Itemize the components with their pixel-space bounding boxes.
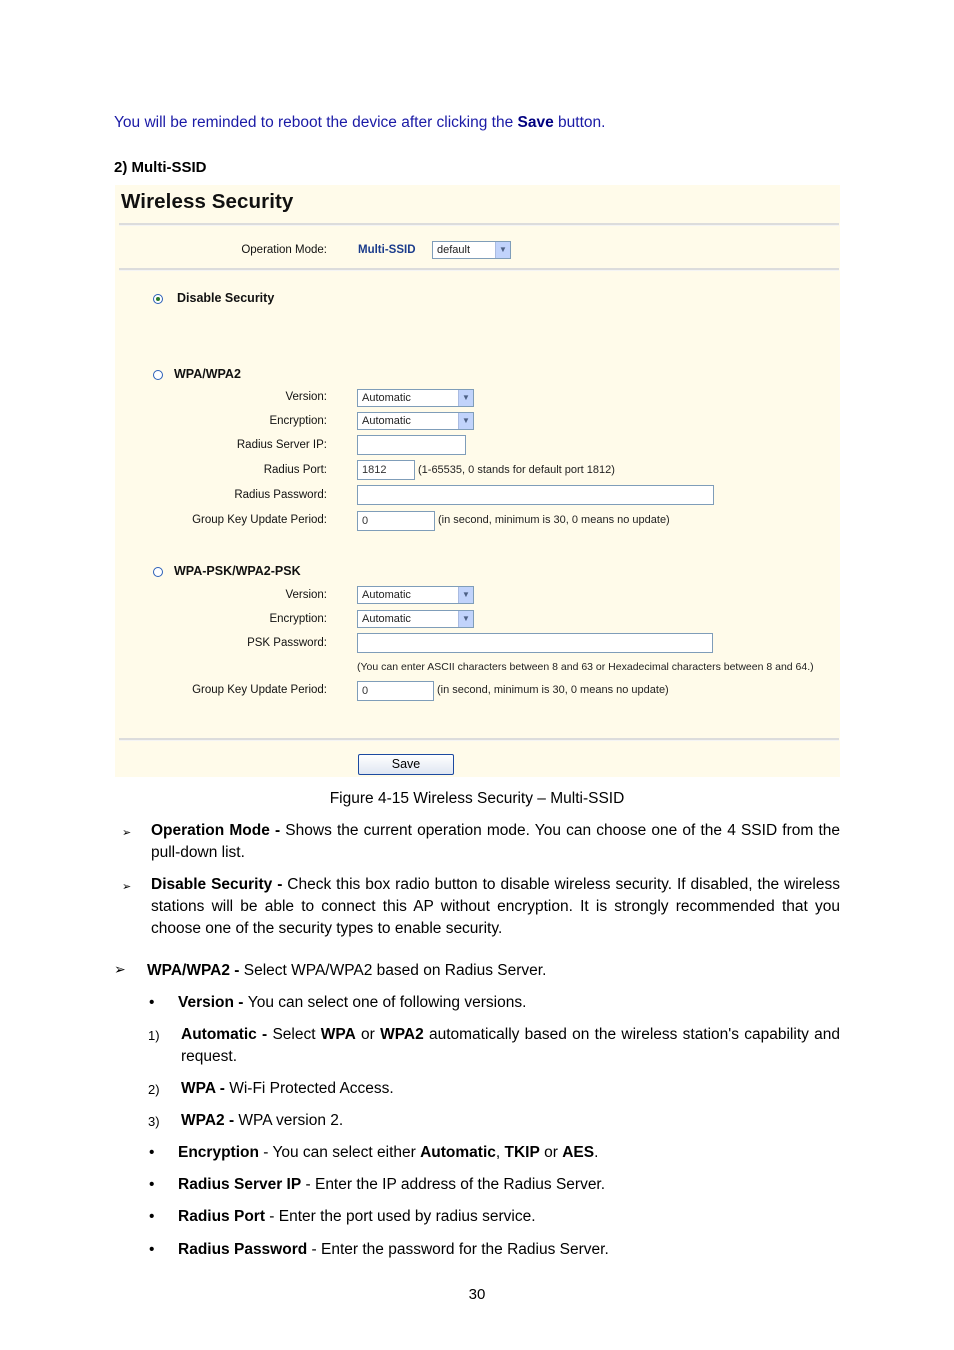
desc: Select bbox=[272, 1026, 321, 1043]
bullet-dot-icon: • bbox=[149, 994, 155, 1011]
wpa-gkup-label: Group Key Update Period: bbox=[192, 514, 327, 526]
bullet-dot-icon: • bbox=[149, 1208, 155, 1225]
radius-password-input[interactable] bbox=[357, 485, 714, 505]
radius-password-desc bbox=[178, 1239, 609, 1261]
list-number: 3) bbox=[148, 1114, 160, 1129]
disable-security-desc bbox=[151, 874, 840, 940]
ssid-select-value: default bbox=[437, 244, 471, 256]
wpa-radio[interactable] bbox=[153, 370, 163, 380]
wpa-label: WPA/WPA2 bbox=[174, 367, 241, 381]
psk-gkup-input[interactable]: 0 bbox=[357, 681, 434, 701]
term: WPA2 - bbox=[181, 1112, 239, 1129]
wpa-version-label: Version: bbox=[285, 391, 327, 403]
reminder-text-end: button. bbox=[553, 114, 606, 131]
psk-version-label: Version: bbox=[285, 589, 327, 601]
desc: automatically based on the wireless station's capability and request. bbox=[181, 1026, 840, 1065]
term: Automatic bbox=[420, 1144, 496, 1161]
term: TKIP bbox=[504, 1144, 540, 1161]
save-button[interactable]: Save bbox=[358, 754, 454, 775]
term: Version - bbox=[178, 994, 248, 1011]
reminder-save-word: Save bbox=[517, 114, 554, 131]
desc: Wi-Fi Protected Access. bbox=[229, 1080, 394, 1097]
wpa2-version-desc bbox=[181, 1110, 343, 1132]
term: WPA bbox=[320, 1026, 356, 1043]
wpa-encryption-select[interactable] bbox=[357, 412, 474, 430]
desc: or bbox=[539, 1144, 563, 1161]
version-desc bbox=[178, 992, 526, 1014]
list-number: 1) bbox=[148, 1028, 160, 1043]
radius-ip-label: Radius Server IP: bbox=[236, 439, 327, 451]
desc: - You can select either bbox=[258, 1144, 421, 1161]
psk-label: WPA-PSK/WPA2-PSK bbox=[174, 564, 301, 578]
reboot-reminder bbox=[114, 114, 605, 132]
desc: You can select one of following versions. bbox=[247, 994, 527, 1011]
arrow-bullet-icon: ➢ bbox=[122, 881, 132, 893]
wpa-gkup-hint: (in second, minimum is 30, 0 means no update) bbox=[438, 514, 670, 526]
psk-password-hint: (You can enter ASCII characters between 8 and 63 or Hexadecimal characters between 8 and 64.) bbox=[357, 661, 814, 673]
psk-password-label: PSK Password: bbox=[247, 637, 327, 649]
term: Automatic - bbox=[181, 1026, 273, 1043]
term: WPA/WPA2 - bbox=[147, 962, 244, 979]
operation-mode-value: Multi-SSID bbox=[358, 244, 416, 256]
radius-ip-desc bbox=[178, 1174, 605, 1196]
psk-gkup-hint: (in second, minimum is 30, 0 means no update) bbox=[437, 684, 669, 696]
desc: or bbox=[355, 1026, 381, 1043]
term: Encryption bbox=[178, 1144, 259, 1161]
disable-security-radio[interactable] bbox=[153, 294, 163, 304]
psk-encryption-value: Automatic bbox=[362, 613, 411, 625]
section-heading: 2) Multi-SSID bbox=[114, 159, 207, 176]
chevron-down-icon: ▼ bbox=[458, 413, 473, 429]
encryption-desc bbox=[178, 1142, 598, 1164]
arrow-bullet-icon: ➢ bbox=[122, 827, 132, 839]
reminder-text: You will be reminded to reboot the device after clicking the bbox=[114, 114, 518, 131]
chevron-down-icon: ▼ bbox=[458, 390, 473, 406]
wpa-gkup-input[interactable]: 0 bbox=[357, 511, 435, 531]
bullet-dot-icon: • bbox=[149, 1176, 155, 1193]
list-number: 2) bbox=[148, 1082, 160, 1097]
desc: - Enter the port used by radius service. bbox=[264, 1208, 536, 1225]
desc: Select WPA/WPA2 based on Radius Server. bbox=[243, 962, 547, 979]
desc: . bbox=[594, 1144, 599, 1161]
figure-caption: Figure 4-15 Wireless Security – Multi-SSID bbox=[329, 790, 625, 807]
term: Radius Server IP bbox=[178, 1176, 302, 1193]
term: WPA2 bbox=[380, 1026, 424, 1043]
chevron-down-icon: ▼ bbox=[458, 611, 473, 627]
radius-port-hint: (1-65535, 0 stands for default port 1812) bbox=[418, 464, 615, 476]
psk-encryption-label: Encryption: bbox=[269, 613, 327, 625]
term: Radius Port bbox=[178, 1208, 265, 1225]
radius-password-label: Radius Password: bbox=[234, 489, 327, 501]
radius-port-desc bbox=[178, 1206, 536, 1228]
desc: , bbox=[495, 1144, 505, 1161]
wpa-version-desc bbox=[181, 1078, 394, 1100]
wpa-encryption-label: Encryption: bbox=[269, 415, 327, 427]
bullet-dot-icon: • bbox=[149, 1144, 155, 1161]
term: WPA - bbox=[181, 1080, 230, 1097]
wpa-version-select[interactable] bbox=[357, 389, 474, 407]
wpa-desc bbox=[147, 960, 546, 982]
disable-security-label: Disable Security bbox=[177, 291, 275, 305]
psk-gkup-label: Group Key Update Period: bbox=[192, 684, 327, 696]
psk-encryption-select[interactable] bbox=[357, 610, 474, 628]
arrow-bullet-icon: ➢ bbox=[114, 961, 126, 977]
desc: - Enter the IP address of the Radius Server. bbox=[301, 1176, 606, 1193]
divider bbox=[119, 223, 839, 226]
divider bbox=[119, 268, 839, 271]
psk-password-input[interactable] bbox=[357, 633, 713, 653]
term: Disable Security - bbox=[151, 876, 288, 893]
psk-version-select[interactable] bbox=[357, 586, 474, 604]
psk-version-value: Automatic bbox=[362, 589, 411, 601]
radius-port-input[interactable]: 1812 bbox=[357, 460, 415, 480]
wpa-version-value: Automatic bbox=[362, 392, 411, 404]
divider bbox=[119, 738, 839, 741]
chevron-down-icon: ▼ bbox=[495, 242, 510, 258]
psk-radio[interactable] bbox=[153, 567, 163, 577]
wpa-encryption-value: Automatic bbox=[362, 415, 411, 427]
panel-title: Wireless Security bbox=[121, 190, 294, 213]
operation-mode-label: Operation Mode: bbox=[241, 244, 327, 256]
automatic-desc bbox=[181, 1024, 840, 1068]
page-number: 30 bbox=[468, 1286, 486, 1303]
term: AES bbox=[562, 1144, 595, 1161]
term: Operation Mode - bbox=[151, 822, 286, 839]
operation-mode-desc bbox=[151, 820, 840, 864]
term: Radius Password bbox=[178, 1241, 308, 1258]
bullet-dot-icon: • bbox=[149, 1241, 155, 1258]
desc: Check this box radio button to disable wireless security. If disabled, the wireless stations will be able to connect this AP without encryption. It is strongly recommended that you choose one of the security types to enable security. bbox=[151, 876, 840, 937]
ssid-select[interactable] bbox=[432, 241, 511, 259]
desc: Shows the current operation mode. You can choose one of the 4 SSID from the pull-down list. bbox=[151, 822, 841, 861]
chevron-down-icon: ▼ bbox=[458, 587, 473, 603]
radius-ip-input[interactable] bbox=[357, 435, 466, 455]
radius-port-label: Radius Port: bbox=[263, 464, 327, 476]
desc: - Enter the password for the Radius Server. bbox=[307, 1241, 609, 1258]
desc: WPA version 2. bbox=[238, 1112, 344, 1129]
